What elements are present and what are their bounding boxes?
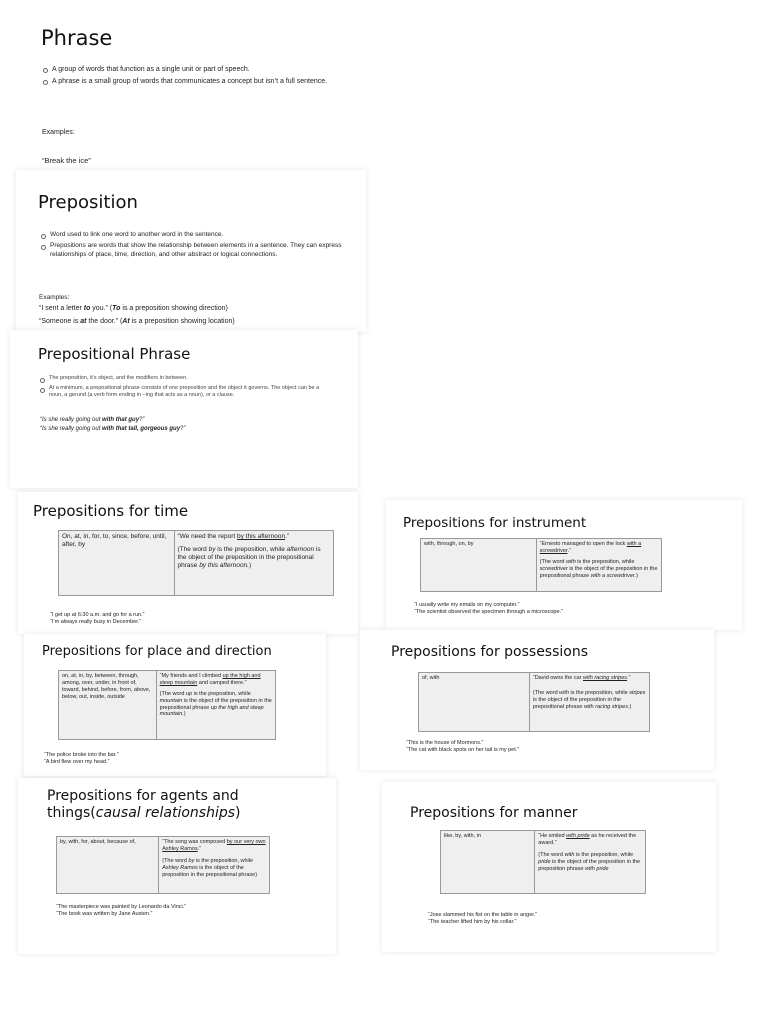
time-table <box>58 530 334 596</box>
bullet-item: At a minimum, a prepositional phrase consists of one preposition and the object it governs. The object can be a noun, a gerund (a verb form ending in –ing that acts as a noun), or a clause. <box>40 385 330 399</box>
preposition-card <box>16 170 366 332</box>
bullet-item: A group of words that function as a single unit or part of speech. <box>43 65 343 74</box>
explanation: (The word by is the preposition, while afternoon is the object of the preposition in the prepositional phrase by this afternoon.) <box>177 546 321 570</box>
preposition-list: on, at, in, by, between, through, among, over, under, in front of, toward, behind, before, from, above, below, out, inside, outside <box>59 671 157 740</box>
example-sentence: “I’m always really busy in December.” <box>50 619 142 626</box>
bullet-item: Prepositions are words that show the relationship between elements in a sentence. They can express relationships of place, time, direction, and other abstract or logical connections. <box>41 242 361 259</box>
place-direction-title: Prepositions for place and direction <box>42 644 272 659</box>
examples-label: Examples: <box>42 129 75 136</box>
example-quote: “My friends and I climbed up the high and steep mountain and camped there.” <box>159 673 261 686</box>
preposition-list: of, with <box>419 673 530 732</box>
example-sentence: “This is the house of Mormons.” <box>406 740 484 746</box>
example-quote: “David owns the car with racing stripes.” <box>532 675 631 681</box>
place-direction-card <box>24 634 326 776</box>
explanation: (The word with is the preposition, while stripes is the object of the preposition in the prepositional phrase with racing stripes.) <box>532 689 646 710</box>
example-sentence: “I get up at 6:30 a.m. and go for a run.” <box>50 612 145 618</box>
example-sentence: “The masterpiece was painted by Leonardo da Vinci.” <box>56 904 187 910</box>
prepositional-phrase-bullets <box>40 375 330 402</box>
example-quote: “We need the report by this afternoon.” <box>177 533 290 540</box>
example-explanation <box>535 831 646 894</box>
time-examples <box>50 612 144 626</box>
example-sentence: “A bird flew over my head.” <box>44 759 110 766</box>
possessions-title: Prepositions for possessions <box>391 644 589 660</box>
possessions-examples <box>406 740 519 754</box>
example-sentence: “I usually write my emails on my computer.” <box>414 602 520 608</box>
bullet-item: Word used to link one word to another word in the sentence. <box>41 231 361 239</box>
example-explanation <box>156 671 275 740</box>
possessions-table <box>418 672 650 732</box>
instrument-title: Prepositions for instrument <box>403 515 587 531</box>
example-sentence: “Someone is at the door.” (At is a preposition showing location) <box>39 318 235 325</box>
preposition-list: On, at, in, for, to, since, before, until, after, by <box>59 531 175 596</box>
manner-card <box>382 782 716 952</box>
instrument-examples <box>414 602 563 616</box>
manner-title: Prepositions for manner <box>410 805 578 821</box>
preposition-bullets <box>41 231 361 262</box>
time-title: Prepositions for time <box>33 502 189 520</box>
explanation: (The word with is the preposition, while screwdriver is the object of the preposition in the prepositional phrase with a screwdriver.) <box>539 558 658 579</box>
explanation: (The word up is the preposition, while mountain is the object of the preposition in the prepositional phrase up the high and steep mountain.) <box>159 690 272 718</box>
agents-title-line-2: things(causal relationships) <box>47 804 241 821</box>
example-explanation <box>529 673 649 732</box>
time-card <box>18 492 358 634</box>
preposition-list: with, through, on, by <box>421 539 537 592</box>
example-sentence: “I sent a letter to you.” (To is a preposition showing direction) <box>39 305 228 312</box>
example-quote: “Ernesto managed to open the lock with a screwdriver.” <box>539 541 642 554</box>
explanation: (The word by is the preposition, while Ashley Ramos is the object of the preposition in the prepositional phrase) <box>162 857 258 878</box>
agents-table <box>56 836 270 894</box>
prepositional-phrase-card <box>10 330 358 488</box>
place-direction-table <box>58 670 276 740</box>
agents-title-line-1: Prepositions for agents and <box>47 788 239 804</box>
manner-table <box>440 830 646 894</box>
example-sentence: “The teacher lifted him by his collar.” <box>428 919 517 926</box>
instrument-table <box>420 538 662 592</box>
instrument-card <box>386 500 742 630</box>
preposition-list: like, by, with, in <box>441 831 535 894</box>
bullet-item: A phrase is a small group of words that communicates a concept but isn’t a full sentence. <box>43 77 343 86</box>
example-sentence: “The book was written by Jane Austen.” <box>56 911 153 918</box>
preposition-list: by, with, for, about, because of, <box>57 837 159 894</box>
place-direction-examples <box>44 752 119 766</box>
examples-label: Examples: <box>39 294 70 301</box>
phrase-title: Phrase <box>41 26 113 50</box>
example-quote: “He smiled with pride as he received the award.” <box>538 833 637 846</box>
manner-examples <box>428 912 537 926</box>
phrase-bullets <box>43 65 343 89</box>
explanation: (The word with is the preposition, while pride is the object of the preposition in the preposition phrase with pride <box>538 851 641 872</box>
agents-card <box>18 778 336 954</box>
agents-examples <box>56 904 186 918</box>
bullet-item: The preposition, it’s object, and the modifiers in between. <box>40 375 330 382</box>
example-sentence: “The cat with black spots on her tail is my pet.” <box>406 747 520 754</box>
example-sentence: “The scientist observed the specimen through a microscope.” <box>414 609 563 616</box>
prepositional-phrase-title: Prepositional Phrase <box>38 345 191 363</box>
example-explanation <box>174 531 334 596</box>
example-sentence: “Is she really going out with that tall, gorgeous guy?” <box>40 426 186 432</box>
example-sentence: “The police broke into the bar.” <box>44 752 119 758</box>
example-sentence: “Is she really going out with that guy?” <box>40 417 145 423</box>
example-explanation <box>536 539 661 592</box>
preposition-title: Preposition <box>38 192 138 213</box>
agents-title <box>47 788 241 822</box>
example-quote: “The song was composed by our very own Ashley Ramos.” <box>162 839 266 852</box>
example-sentence: “Jose slammed his fist on the table in anger.” <box>428 912 538 918</box>
example-text: “Break the ice” <box>42 156 91 165</box>
phrase-card <box>22 10 362 182</box>
possessions-card <box>360 630 714 770</box>
example-explanation <box>159 837 270 894</box>
